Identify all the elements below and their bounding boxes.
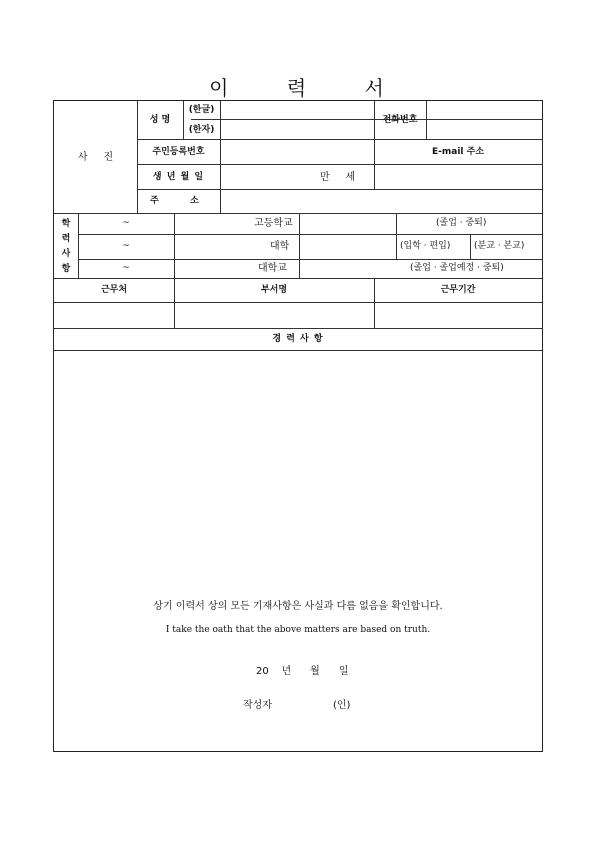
birth-date-label: 생 년 월 일 — [152, 172, 205, 182]
phone-label: 전화번호 — [382, 115, 418, 125]
grid-line — [137, 164, 542, 165]
email-label: E-mail 주소 — [431, 147, 485, 157]
grid-line — [191, 119, 374, 120]
grid-line — [54, 350, 542, 351]
grid-line — [374, 101, 375, 189]
title-char-3: 서 — [364, 76, 386, 100]
grid-line — [174, 213, 175, 328]
grid-line — [137, 139, 542, 140]
grid-line — [54, 213, 542, 214]
grid-line — [54, 328, 542, 329]
grid-line — [220, 101, 221, 213]
address-label: 주 소 — [150, 196, 199, 206]
grid-line — [396, 234, 397, 259]
grid-line — [137, 189, 542, 190]
grid-line — [78, 234, 542, 235]
edu-status-3: (졸업 · 졸업예정 · 중퇴) — [410, 263, 504, 273]
age-label: 만 세 — [320, 172, 356, 183]
hanja-label: (한자) — [188, 125, 215, 135]
grid-line — [396, 213, 397, 234]
grid-line — [470, 234, 471, 259]
edu-status-2a: (입학 · 편입) — [400, 241, 451, 251]
confirm-statement-english: I take the oath that the above matters are based on truth. — [165, 625, 431, 635]
edu-tilde-2: ~ — [122, 241, 130, 251]
edu-status-1: (졸업 · 중퇴) — [436, 218, 487, 228]
page-title — [0, 72, 595, 101]
edu-tilde-3: ~ — [122, 263, 130, 273]
seal-label: (인) — [333, 700, 351, 711]
photo-label: 사 진 — [77, 152, 114, 163]
grid-line — [426, 101, 427, 139]
department-label: 부서명 — [260, 285, 288, 295]
edu-tilde-1: ~ — [122, 218, 130, 228]
grid-line — [78, 259, 542, 260]
edu-status-2b: (분교 · 본교) — [474, 241, 525, 251]
writer-label: 작성자 — [243, 700, 272, 711]
workplace-label: 근무처 — [100, 285, 128, 295]
career-header: 경 력 사 항 — [272, 334, 324, 344]
grid-line — [54, 278, 542, 279]
grid-line — [54, 302, 542, 303]
title-char-2: 력 — [286, 76, 309, 100]
title-char-1: 이 — [209, 76, 231, 100]
grid-line — [299, 213, 300, 278]
edu-school-3: 대학교 — [258, 263, 287, 274]
resident-number-label: 주민등록번호 — [152, 147, 205, 157]
education-section-label: 학 력 사 항 — [61, 219, 71, 274]
edu-school-1: 고등학교 — [254, 218, 293, 229]
edu-school-2: 대학 — [270, 241, 290, 252]
name-label: 성 명 — [149, 115, 171, 125]
work-period-label: 근무기간 — [440, 285, 476, 295]
resume-form — [53, 100, 543, 752]
confirm-statement: 상기 이력서 상의 모든 기재사항은 사실과 다름 없음을 확인합니다. — [153, 601, 443, 612]
date-line: 20 년 월 일 — [256, 666, 349, 677]
hangul-label: (한글) — [188, 105, 215, 115]
